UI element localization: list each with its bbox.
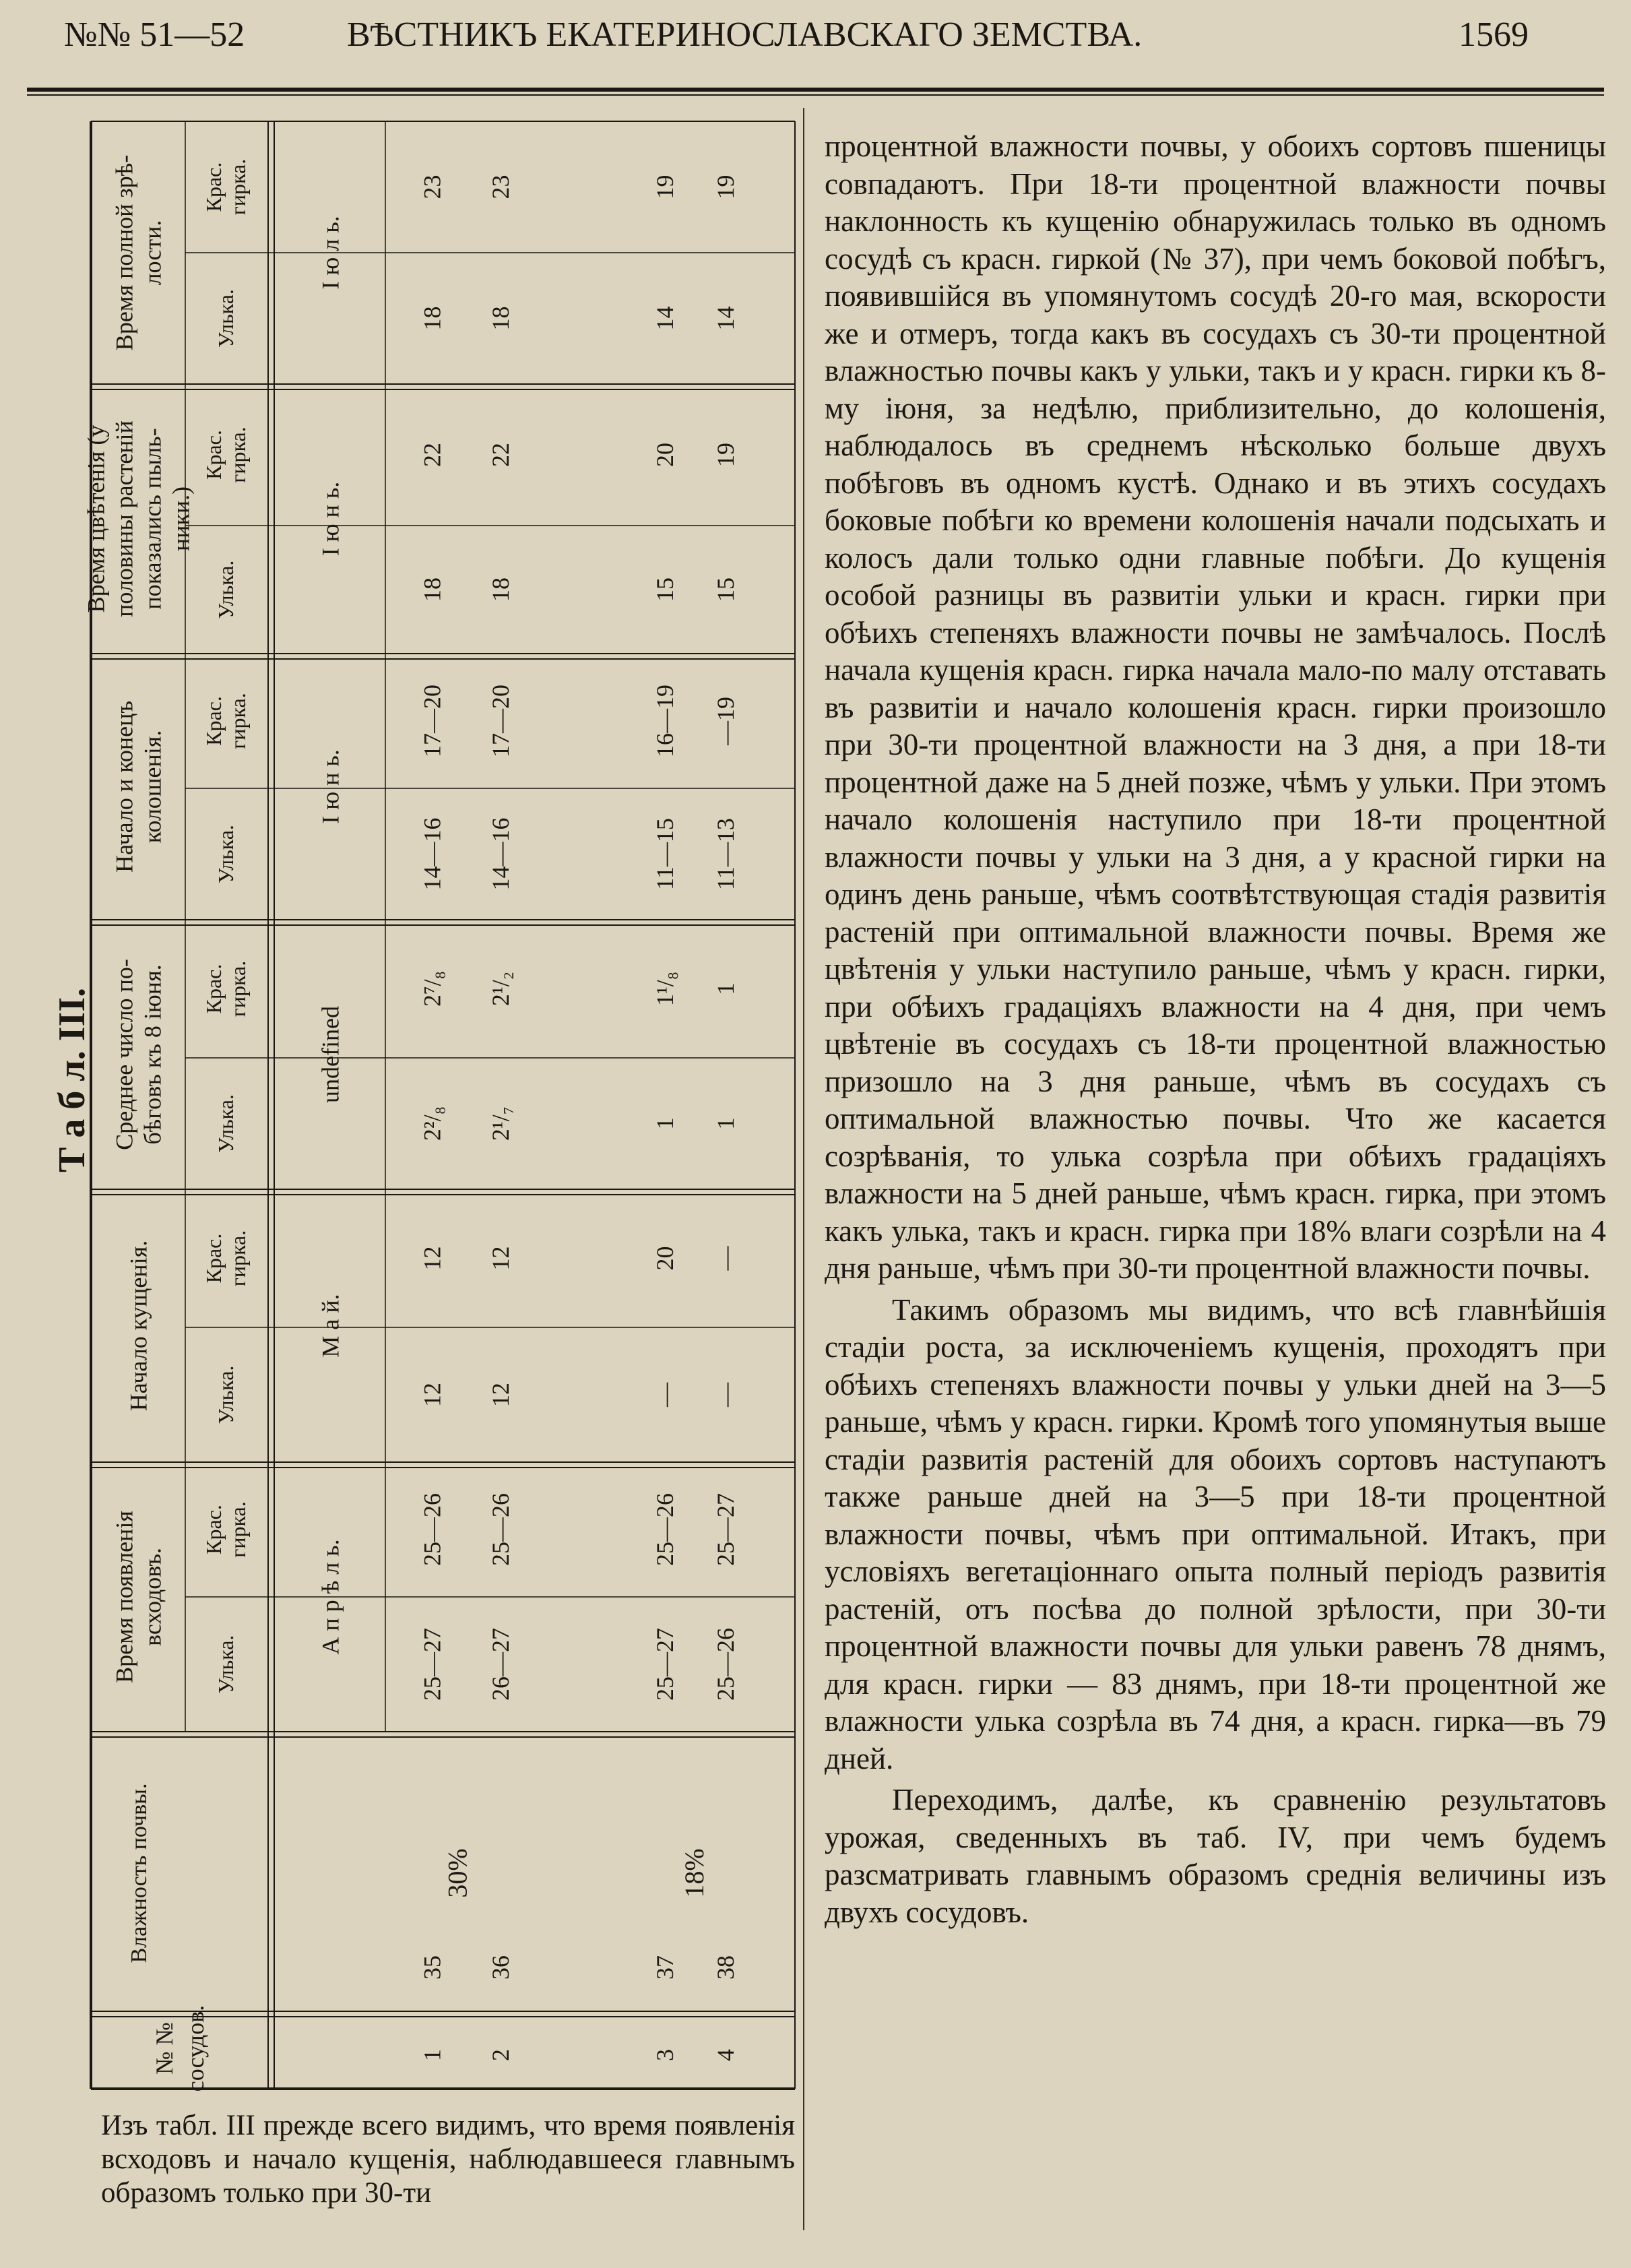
- vessel-pair-4: 38: [712, 1955, 740, 1980]
- table-caption: [101, 2109, 795, 2210]
- cell-ripeness-ulka-4: 14: [712, 306, 740, 331]
- cell-heading-kras-3: 16—19: [651, 685, 679, 757]
- cell-tillering-ulka-4: —: [712, 1383, 740, 1407]
- moisture-18: 18%: [679, 1848, 709, 1898]
- cell-emergence-kras-2: 25—26: [487, 1493, 515, 1566]
- header-shoots: Среднее число по-бѣговъ къ 8 іюня.: [110, 959, 166, 1150]
- sub-kras-tillering: Крас.гирка.: [201, 1230, 251, 1287]
- header-moisture: Влажность почвы.: [126, 1783, 152, 1963]
- header-heading: Начало и конецъколошенія.: [110, 701, 166, 873]
- header-ripeness: Время полной зрѣ-лости.: [110, 154, 166, 351]
- cell-flowering-ulka-2: 18: [487, 577, 515, 602]
- cell-tillering-kras-3: 20: [651, 1246, 679, 1271]
- cell-shoots-ulka-2: 2¹/₇: [487, 1106, 515, 1141]
- cell-emergence-ulka-2: 26—27: [487, 1628, 515, 1701]
- cell-shoots-kras-2: 2¹/₂: [487, 971, 515, 1007]
- month-emergence: А п р ѣ л ь.: [317, 1539, 344, 1655]
- cell-tillering-kras-1: 12: [418, 1246, 446, 1271]
- paragraph-1: процентной влажности почвы, у обоихъ сортовъ пшеницы совпадаютъ. При 18-ти процентной влажности почвы наклонность къ кущенію обнаружилась только въ одномъ сосудѣ съ красн. гиркой (№ 37), при чемъ боковой побѣгъ, появившiйся въ упомянутомъ сосудѣ 20-го мая, вскорости же и отмеръ, тогда какъ въ сосудахъ съ 30-ти процентной влажностью почвы какъ у ульки, такъ и у красн. гирки къ 8-му іюня, за недѣлю, приблизительно, до колошенія, наблюдалось въ среднемъ нѣсколько больше двухъ побѣговъ въ одномъ кустѣ. Однако и въ этихъ сосудахъ боковые побѣги ко времени колошенія начали подсыхать и колосъ дали только одни главные побѣги. До кущенія особой разницы въ развитіи ульки и красн. гирки при обѣихъ степеняхъ влажности почвы не замѣчалось. Послѣ начала кущенія красн. гирка начала мало-по малу отставать въ развитіи и начало колошенія красн. гирки произошло при 30-ти процентной влажности на 3 дня, а при 18-ти процентной даже на 5 дней позже, чѣмъ у ульки. При этомъ начало колошенія наступило при 18-ти процентной влажности почвы у ульки на 3 дня, а у красной гирки на одинъ день раньше, чѣмъ соотвѣтствующая стадія развитія растеній при оптимальной влажности почвы. Время же цвѣтенія у ульки наступило раньше, чѣмъ у красн. гирки, при обѣихъ градаціяхъ влажности на 4 дня, при чемъ цвѣтеніе въ сосудахъ съ 18-ти процентной влажностью призошло на 3 дня раньше, чѣмъ въ сосудахъ съ оптимальной влажностью почвы. Что же касается созрѣванія, то улька созрѣла при обѣихъ градаціяхъ влажности на 5 дней раньше, чѣмъ красн. гирка, при этомъ какъ улька, такъ и красн. гирка при 18% влаги созрѣли на 4 дня раньше, чѣмъ при 30-ти процентной влажности почвы.: [825, 129, 1606, 1285]
- cell-heading-ulka-3: 11—15: [651, 818, 679, 890]
- sub-ulka-heading: Улька.: [214, 825, 238, 883]
- text-column: [825, 128, 1606, 1931]
- header-flowering: Время цвѣтенія (уполовины растенійпоказались пыль-ники.): [82, 420, 195, 617]
- cell-emergence-ulka-4: 25—26: [712, 1628, 740, 1701]
- header-vessels: № № сосудов.: [151, 2005, 210, 2092]
- cell-shoots-ulka-1: 2²/₈: [418, 1106, 446, 1141]
- sub-kras-flowering: Крас.гирка.: [201, 427, 251, 483]
- cell-emergence-ulka-1: 25—27: [418, 1628, 446, 1701]
- header-emergence: Время появленіявсходовъ.: [110, 1511, 166, 1683]
- cell-flowering-kras-4: 19: [712, 443, 740, 467]
- cell-shoots-kras-3: 1¹/₈: [651, 971, 679, 1007]
- cell-flowering-kras-3: 20: [651, 443, 679, 467]
- month-flowering: І ю н ь.: [317, 481, 344, 557]
- cell-emergence-ulka-3: 25—27: [651, 1628, 679, 1701]
- sub-ulka-tillering: Улька.: [214, 1365, 238, 1424]
- caption-text: Изъ табл. III прежде всего видимъ, что время появленія всходовъ и начало кущенія, наблюдавшееся главнымъ образомъ только при 30-ти: [101, 2110, 795, 2209]
- vessel-pair-2: 36: [487, 1955, 515, 1980]
- cell-emergence-kras-3: 25—26: [651, 1493, 679, 1566]
- sub-kras-ripeness: Крас.гирка.: [201, 158, 251, 216]
- cell-tillering-ulka-1: 12: [418, 1383, 446, 1407]
- sub-kras-heading: Крас.гирка.: [201, 693, 251, 749]
- cell-flowering-ulka-3: 15: [651, 577, 679, 602]
- sub-ulka-shoots: Улька.: [214, 1094, 238, 1153]
- cell-heading-ulka-4: 11—13: [712, 818, 740, 890]
- sub-kras-emergence: Крас.гирка.: [201, 1501, 251, 1558]
- sub-ulka-flowering: Улька.: [214, 560, 238, 619]
- column-divider: [803, 108, 804, 2230]
- vessel-pair-1: 35: [418, 1955, 446, 1980]
- vessel-number-3: 3: [651, 2049, 679, 2061]
- cell-shoots-ulka-3: 1: [651, 1117, 679, 1130]
- header-tillering: Начало кущенія.: [125, 1240, 152, 1412]
- sub-ulka-emergence: Улька.: [214, 1635, 238, 1694]
- cell-tillering-kras-4: —: [712, 1246, 740, 1271]
- moisture-30: 30%: [442, 1848, 473, 1898]
- month-tillering: М а й.: [317, 1294, 344, 1358]
- cell-ripeness-ulka-3: 14: [651, 306, 679, 331]
- cell-flowering-kras-2: 22: [487, 443, 515, 467]
- cell-shoots-ulka-4: 1: [712, 1117, 740, 1130]
- cell-tillering-ulka-2: 12: [487, 1383, 515, 1407]
- cell-tillering-kras-2: 12: [487, 1246, 515, 1271]
- cell-heading-ulka-1: 14—16: [418, 817, 446, 891]
- month-ripeness: І ю л ь.: [317, 216, 344, 290]
- page-number: 1569: [1459, 15, 1529, 54]
- cell-shoots-kras-4: 1: [712, 982, 740, 995]
- cell-ripeness-ulka-2: 18: [487, 306, 515, 331]
- table-title: Т а б л. III.: [51, 987, 93, 1172]
- paragraph-3: Переходимъ, далѣе, къ сравненію результатовъ урожая, сведенныхъ въ таб. IV, при чемъ будемъ разсматривать главнымъ образомъ среднія величины изъ двухъ сосудовъ.: [825, 1783, 1606, 1929]
- cell-flowering-kras-1: 22: [418, 443, 446, 467]
- cell-ripeness-kras-3: 19: [651, 175, 679, 199]
- cell-heading-kras-1: 17—20: [418, 685, 446, 757]
- cell-flowering-ulka-4: 15: [712, 577, 740, 602]
- cell-ripeness-ulka-1: 18: [418, 306, 446, 331]
- cell-ripeness-kras-1: 23: [418, 175, 446, 199]
- vessel-number-1: 1: [418, 2049, 446, 2061]
- month-shoots: undefined: [317, 1006, 344, 1103]
- sub-kras-shoots: Крас.гирка.: [201, 960, 251, 1017]
- cell-emergence-kras-4: 25—27: [712, 1493, 740, 1566]
- sub-ulka-ripeness: Улька.: [214, 289, 238, 348]
- cell-tillering-ulka-3: —: [651, 1383, 679, 1407]
- cell-heading-ulka-2: 14—16: [487, 817, 515, 891]
- cell-shoots-kras-1: 2⁷/₈: [418, 970, 446, 1007]
- journal-title: ВѢСТНИКЪ ЕКАТЕРИНОСЛАВСКАГО ЗЕМСТВА.: [347, 15, 1143, 54]
- cell-heading-kras-2: 17—20: [487, 685, 515, 757]
- vessel-number-4: 4: [712, 2049, 740, 2061]
- paragraph-2: Такимъ образомъ мы видимъ, что всѣ главнѣйшія стадіи роста, за исключеніемъ кущенія, проходятъ при обѣихъ степеняхъ влажности почвы у ульки дней на 3—5 раньше, чѣмъ у красн. гирки. Кромѣ того упомянутыя выше стадіи развитія растеній для обоихъ сортовъ наступаютъ также раньше дней на 3—5 при 18-ти процентной влажности почвы, чѣмъ при оптимальной. Итакъ, при условіяхъ вегетаціоннаго опыта полный періодъ развитія растеній, отъ посѣва до полной зрѣлости, при 30-ти процентной влажности почвы для ульки равенъ 78 днямъ, для красн. гирки — 83 днямъ, при 18-ти процентной же влажности улька созрѣла въ 74 дня, а красн. гирка—въ 79 дней.: [825, 1292, 1606, 1775]
- cell-ripeness-kras-4: 19: [712, 175, 740, 199]
- cell-ripeness-kras-2: 23: [487, 175, 515, 199]
- vessel-number-2: 2: [487, 2049, 515, 2061]
- vessel-pair-3: 37: [651, 1955, 679, 1980]
- month-heading: І ю н ь.: [317, 749, 344, 824]
- cell-emergence-kras-1: 25—26: [418, 1493, 446, 1566]
- cell-flowering-ulka-1: 18: [418, 577, 446, 602]
- cell-heading-kras-4: —19: [712, 697, 740, 745]
- issue-number: №№ 51—52: [64, 15, 245, 54]
